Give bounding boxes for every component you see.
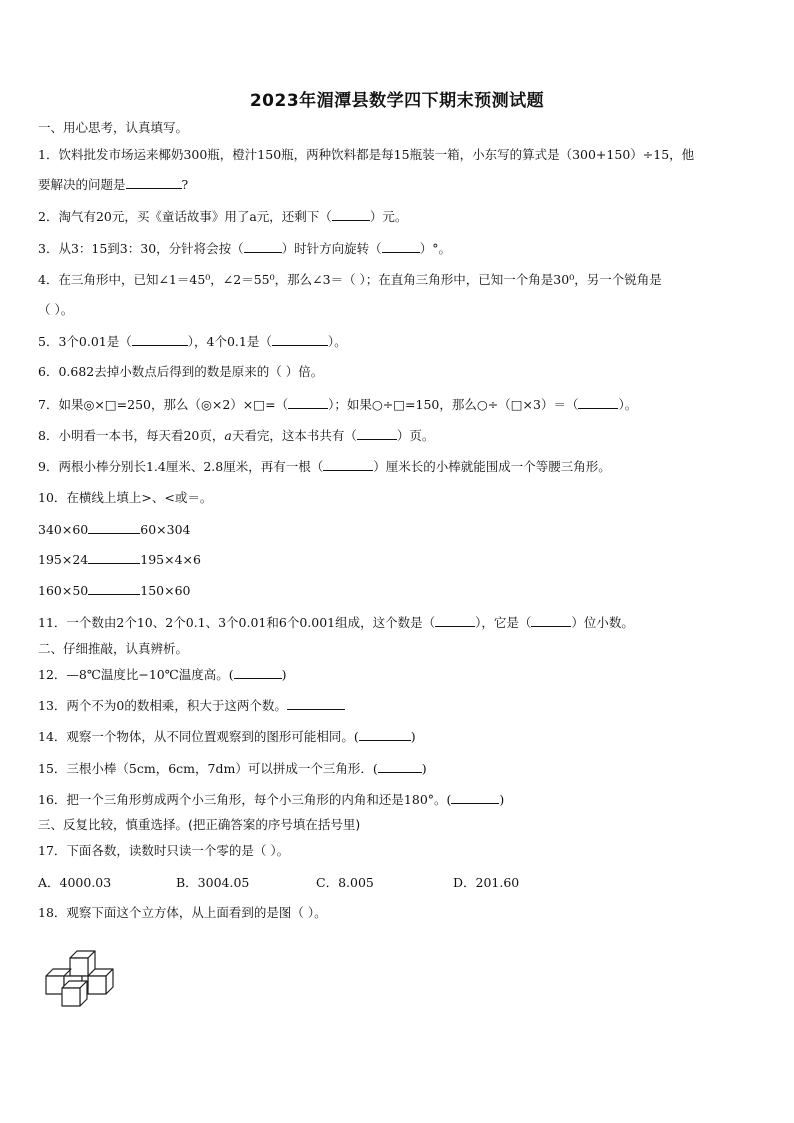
question-8 [38,427,762,444]
q8-text-end: ）页。 [396,428,435,443]
q17-option-c[interactable]: C．8.005 [316,875,374,890]
q7-answer-blank-1[interactable] [288,396,328,409]
question-16 [38,791,762,808]
question-15 [38,760,762,777]
question-13 [38,697,762,714]
question-14 [38,728,762,745]
q17-option-d[interactable]: D．201.60 [453,875,520,890]
cube-stack-figure [42,938,126,1008]
q14-text: 14．观察一个物体，从不同位置观察到的图形可能相同。( [38,729,359,744]
compare-2-left: 195×24 [38,552,89,567]
q14-text-end: ) [410,729,416,744]
compare-3-blank[interactable] [88,582,140,595]
question-2 [38,208,762,225]
compare-2-blank[interactable] [88,551,140,564]
q7-answer-blank-2[interactable] [578,396,618,409]
page-title: 2023年湄潭县数学四下期末预测试题 [249,91,545,111]
q11-text: 11．一个数由2个10、2个0.1、3个0.01和6个0.001组成，这个数是（ [38,615,436,630]
cube-front-face-1 [70,958,88,976]
q1-text: 要解决的问题是 [38,177,126,192]
question-4-line-2: （ ）。 [38,302,74,317]
question-18: 18．观察下面这个立方体，从上面看到的是图（ ）。 [38,905,327,920]
section-1-heading: 一、用心思考，认真填写。 [38,120,189,135]
q1-answer-blank[interactable] [126,176,182,189]
compare-row-2 [38,551,762,568]
q5-text: 5．3个0.01是（ [38,334,132,349]
q7-text: 7．如果◎×□=250，那么（◎×2）×□=（ [38,397,289,412]
q3-text-end: ）°。 [419,241,451,256]
question-17: 17．下面各数，读数时只读一个零的是（ ）。 [38,843,290,858]
q8-text: 8．小明看一本书，每天看20页， [38,428,225,443]
compare-3-left: 160×50 [38,583,89,598]
q2-text: 2．淘气有20元，买《童话故事》用了a元，还剩下（ [38,209,332,224]
question-5 [38,333,762,350]
q7-text-end: ）。 [618,397,638,412]
compare-2-right: 195×4×6 [140,552,201,567]
q15-text-end: ) [421,761,427,776]
q9-text: 9．两根小棒分别长1.4厘米、2.8厘米，再有一根（ [38,459,324,474]
cube-top-face-3 [46,969,71,976]
question-6: 6．0.682去掉小数点后得到的数是原来的（ ）倍。 [38,364,324,379]
compare-1-right: 60×304 [140,522,191,537]
q5-text-end: ）。 [327,334,347,349]
q5-answer-blank-2[interactable] [272,333,328,346]
question-4-line-1: 4．在三角形中，已知∠1＝45⁰，∠2＝55⁰，那么∠3＝（ ）；在直角三角形中，已知一个角是30⁰，另一个锐角是 [38,272,662,287]
q15-answer-blank[interactable] [378,760,422,773]
q16-text-end: ) [499,792,505,807]
q15-text: 15．三根小棒（5cm，6cm，7dm）可以拼成一个三角形．( [38,761,378,776]
q9-text-end: ）厘米长的小棒就能围成一个等腰三角形。 [373,459,611,474]
q8-variable-a: a [224,428,232,443]
q16-text: 16．把一个三角形剪成两个小三角形，每个小三角形的内角和还是180°。( [38,792,452,807]
question-9 [38,458,762,475]
cube-front-face-5 [62,988,80,1006]
compare-row-3 [38,582,762,599]
q16-answer-blank[interactable] [451,791,499,804]
q11-text-end: ）位小数。 [571,615,634,630]
q12-answer-blank[interactable] [234,666,282,679]
q11-text-mid: ），它是（ [475,615,532,630]
compare-row-1 [38,521,762,538]
q1-text-end: ? [181,177,189,192]
q3-text: 3．从3：15到3：30，分针将会按（ [38,241,244,256]
q2-answer-blank[interactable] [332,208,370,221]
q17-option-b[interactable]: B．3004.05 [176,875,250,890]
question-12 [38,666,762,683]
q8-answer-blank[interactable] [357,427,397,440]
q2-text-end: ）元。 [369,209,408,224]
cube-front-face-3 [46,976,64,994]
compare-1-blank[interactable] [88,521,140,534]
section-3-heading: 三、反复比较，慎重选择。(把正确答案的序号填在括号里) [38,817,361,832]
q17-option-a[interactable]: A．4000.03 [38,875,112,890]
section-2-heading: 二、仔细推敲，认真辨析。 [38,641,189,656]
question-7 [38,396,762,413]
q9-answer-blank[interactable] [323,458,373,471]
q7-text-mid: ）；如果○÷□=150，那么○÷（□×3）＝（ [328,397,579,412]
question-1-line-2 [38,176,762,193]
question-11 [38,614,762,631]
q13-answer-blank[interactable] [287,697,345,710]
q11-answer-blank-1[interactable] [435,614,475,627]
q14-answer-blank[interactable] [359,728,411,741]
q12-text: 12．—8℃温度比−10℃温度高。( [38,667,234,682]
q8-text-mid: 天看完，这本书共有（ [231,428,357,443]
q13-text: 13．两个不为0的数相乘，积大于这两个数。 [38,698,287,713]
q5-text-mid: ），4个0.1是（ [187,334,272,349]
question-10: 10．在横线上填上>、<或＝。 [38,490,213,505]
question-3 [38,240,762,257]
compare-1-left: 340×60 [38,522,89,537]
compare-3-right: 150×60 [140,583,191,598]
q5-answer-blank-1[interactable] [132,333,188,346]
q12-text-end: ) [281,667,287,682]
question-1-line-1: 1．饮料批发市场运来椰奶300瓶，橙汁150瓶，两种饮料都是每15瓶装一箱，小东写的算式是（300+150）÷15，他 [38,147,695,162]
q3-text-mid: ）时针方向旋转（ [281,241,382,256]
q3-answer-blank-2[interactable] [382,240,420,253]
q11-answer-blank-2[interactable] [531,614,571,627]
q3-answer-blank-1[interactable] [244,240,282,253]
cube-front-face-2 [88,976,106,994]
